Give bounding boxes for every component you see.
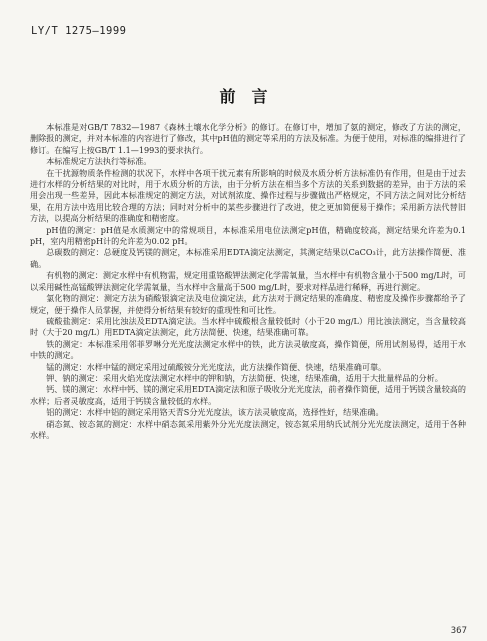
paragraph: 氯化物的测定：测定方法为硝酸银滴定法及电位滴定法，此方法对于测定结果的准确度、精密度及操作步骤都给予了规定，便于操作人员掌握，并使得分析结果有较好的重现性和可比性。 [30, 293, 466, 315]
paragraph: 本标准是对GB/T 7832—1987《森林土壤水化学分析》的修订。在修订中，增加了氨的测定，修改了方法的测定，删除报的测定，并对本标准的内容进行了修改，其中pH值的测定等采用的方法及标准。为便于使用，对标准的编排进行了修订。在编写上按GB/T 1.1—1993的要求执行。 [30, 122, 466, 155]
paragraph: 钙、镁的测定：水样中钙、镁的测定采用EDTA滴定法和原子吸收分光光度法，前者操作简便，适用于钙镁含量较高的水样；后者灵敏度高，适用于钙镁含量较低的水样。 [30, 384, 466, 406]
paragraph: 有机物的测定：测定水样中有机物需，规定用重铬酸钾法测定化学需氧量，当水样中有机物含量小于500 mg/L时，可以采用碱性高锰酸钾法测定化学需氧量，当水样中含量高于500 mg/L时，要求对样品进行稀释，再进行测定。 [30, 270, 466, 292]
paragraph: 硝态氮、铵态氮的测定：水样中硝态氮采用紫外分光光度法测定，铵态氮采用纳氏试剂分光光度法测定，适用于各种水样。 [30, 418, 466, 440]
standard-code-header: LY/T 1275—1999 [31, 25, 127, 37]
paragraph: 铝的测定：水样中铝的测定采用铬天青S分光光度法，该方法灵敏度高，选择性好，结果准确。 [46, 407, 384, 418]
body-text [30, 122, 466, 441]
paragraph: 钾、钠的测定：采用火焰光度法测定水样中的钾和钠，方法简便、快速，结果准确，适用于大批量样品的分析。 [46, 372, 443, 383]
paragraph: 本标准规定方法执行等标准。 [46, 156, 152, 167]
paragraph: 总碳数的测定：总硬度及钙镁的测定，本标准采用EDTA滴定法测定，其测定结果以CaCO₃计，此方法操作简便、准确。 [30, 247, 466, 269]
paragraph: 锰的测定：水样中锰的测定采用过硫酸铵分光光度法，此方法操作简便、快速，结果准确可靠。 [46, 361, 387, 372]
page-title: 前 言 [219, 87, 268, 106]
paragraph: 在干扰源物质条件检测的状况下，水样中各项干扰元素有所影响的时候及水质分析方法标准仍有作用，但是由于过去进行水样的分析结果的对比时，用于水质分析的方法，由于分析方法在相当多个方法的关系到数据的差异，由于方法的采用会出现一些差异，因此本标准规定的测定方法，对试剂浓度、操作过程与步骤做出严格规定，不同方法之间对比分析结果，在用方法中选用比较合理的方法；同时对分析中的某些步骤进行了改进，使之更加简便易于操作；采用新方法代替旧方法，以提高分析结果的准确度和精密度。 [30, 167, 466, 224]
paragraph: 铁的测定：本标准采用邻菲罗啉分光光度法测定水样中的铁，此方法灵敏度高，操作简便，所用试剂易得，适用于水中铁的测定。 [30, 338, 466, 361]
paragraph: pH值的测定：pH值是水质测定中的常规项目，本标准采用电位法测定pH值，精确度较高，测定结果允许差为0.1 pH，室内用精密pH计的允许差为0.02 pH。 [30, 224, 466, 247]
page-number: 367 [450, 626, 467, 636]
paragraph: 硫酸盐测定：采用比浊法及EDTA滴定法。当水样中硫酸根含量较低时（小于20 mg/L）用比浊法测定，当含量较高时（大于20 mg/L）用EDTA滴定法测定，此方法简便、快速，结果准确可靠。 [30, 315, 466, 338]
